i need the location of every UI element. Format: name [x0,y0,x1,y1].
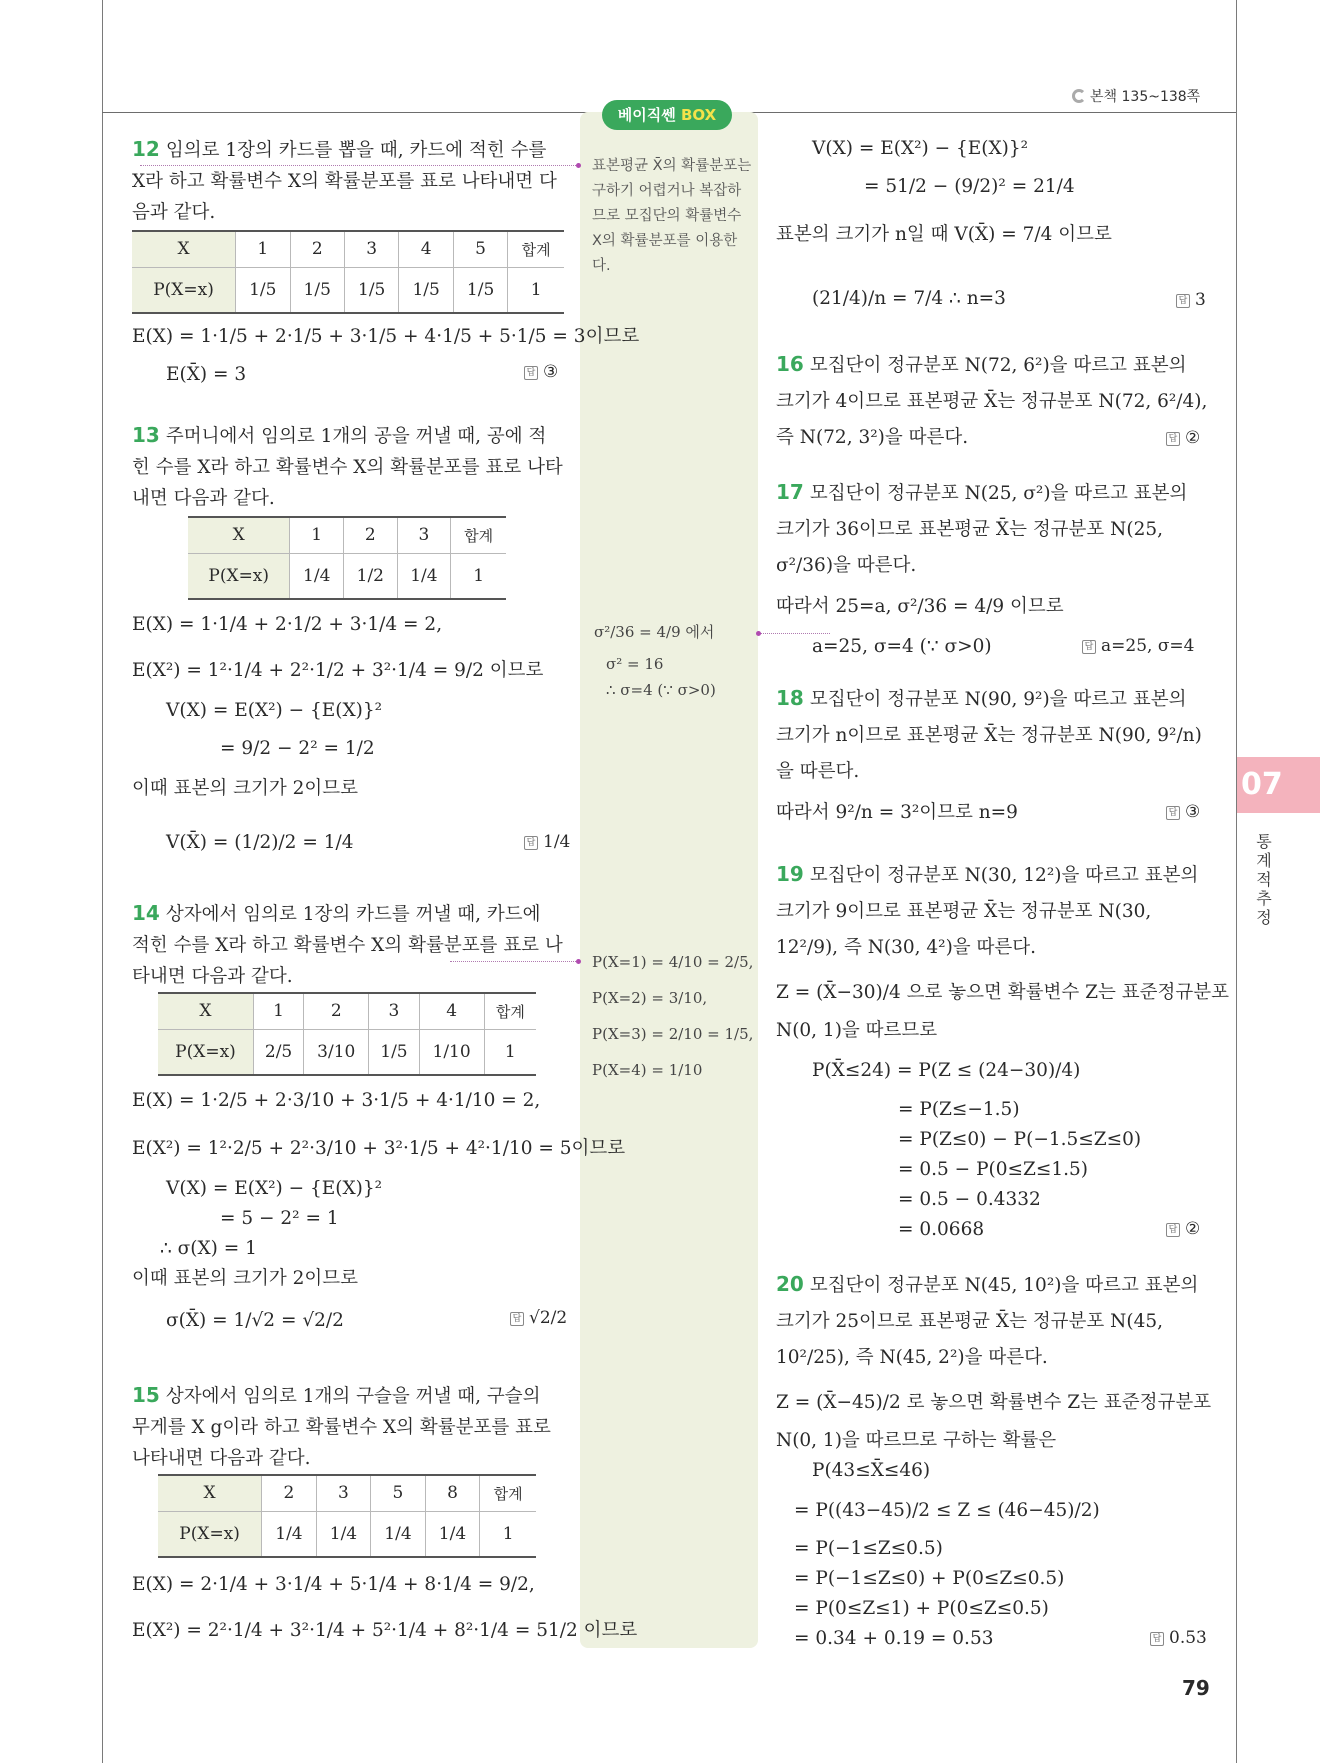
box-note-prob-1: P(X=1) = 4/10 = 2/5, [592,953,754,971]
table-cell: 4 [399,231,453,267]
table-cell: 2 [344,517,398,553]
problem-text: 모집단이 정규분포 N(72, 6²)을 따르고 표본의 크기가 4이므로 표본평균 X̄는 정규분포 N(72, 6²/4), 즉 N(72, 3²)을 따른다. [776,355,1208,448]
solution-line: = 0.34 + 0.19 = 0.53 [794,1628,994,1649]
left-margin-line [102,0,103,1763]
problem-20 [776,1266,1208,1376]
answer-icon: 답 [524,366,538,380]
solution-line: = 5 − 2² = 1 [220,1208,339,1229]
distribution-table-13 [188,516,506,600]
table-cell: 합계 [508,231,564,267]
problem-17 [776,474,1208,584]
table-cell: 1/4 [371,1511,426,1557]
table-cell: 1 [480,1511,536,1557]
table-cell: 1/5 [399,267,453,313]
problem-text: 모집단이 정규분포 N(25, σ²)을 따르고 표본의 크기가 36이므로 표본평균 X̄는 정규분포 N(25, σ²/36)을 따른다. [776,483,1188,576]
answer-icon: 답 [1166,432,1180,446]
table-cell: 1 [290,517,344,553]
reference-icon [1072,89,1086,103]
solution-line: = P(−1≤Z≤0.5) [794,1538,943,1559]
solution-line: P(43≤X̄≤46) [812,1460,931,1481]
answer-20: 답 0.53 [1150,1628,1207,1648]
table-cell: P(X=x) [188,553,290,599]
problem-number: 18 [776,686,804,710]
chapter-name: 통계적 추정 [1256,832,1272,927]
table-cell: 1/5 [369,1029,419,1075]
problem-12 [132,134,564,228]
solution-line: V(X) = E(X²) − {E(X)}² [166,700,383,721]
solution-line: N(0, 1)을 따르므로 구하는 확률은 [776,1430,1057,1451]
problem-16 [776,346,1208,456]
table-cell: 1 [236,231,290,267]
table-cell: X [158,1475,262,1511]
answer-icon: 답 [510,1312,524,1326]
answer-icon: 답 [1166,1223,1180,1237]
table-cell: X [132,231,236,267]
answer-16: 답 ② [1166,428,1200,448]
solution-line: ∴ σ(X) = 1 [160,1238,257,1259]
table-cell: 3 [344,231,398,267]
answer-icon: 답 [1150,1632,1164,1646]
leader-dot-12 [576,163,581,168]
problem-14 [132,898,564,992]
table-cell: 3 [369,993,419,1029]
solution-line: = 0.5 − P(0≤Z≤1.5) [898,1159,1088,1180]
solution-line: Z = (X̄−45)/2 로 놓으면 확률변수 Z는 표준정규분포 [776,1392,1212,1413]
solution-line: E(X²) = 1²·2/5 + 2²·3/10 + 3²·1/5 + 4²·1/10 = 5이므로 [132,1138,626,1159]
basic-box-title: 베이직쎈 BOX [602,100,732,130]
solution-line: 표본의 크기가 n일 때 V(X̄) = 7/4 이므로 [776,224,1112,245]
problem-18 [776,680,1208,790]
box-note-sigma-3: ∴ σ=4 (∵ σ>0) [606,681,716,699]
table-cell: 1/5 [344,267,398,313]
problem-19 [776,856,1208,966]
answer-15: 답 3 [1176,290,1206,310]
box-note-prob-4: P(X=4) = 1/10 [592,1061,703,1079]
table-cell: X [158,993,253,1029]
problem-number: 20 [776,1272,804,1296]
table-cell: 8 [425,1475,480,1511]
solution-line: = 0.5 − 0.4332 [898,1189,1041,1210]
problem-13 [132,420,564,514]
table-cell: 2 [262,1475,317,1511]
table-cell: 합계 [484,993,536,1029]
table-cell: 1/4 [425,1511,480,1557]
solution-line: V(X) = E(X²) − {E(X)}² [166,1178,383,1199]
leader-dot-14 [576,959,581,964]
distribution-table-14 [158,992,536,1076]
table-cell: 1/4 [397,553,451,599]
problem-text: 모집단이 정규분포 N(30, 12²)을 따르고 표본의 크기가 9이므로 표본평균 X̄는 정규분포 N(30, 12²/9), 즉 N(30, 4²)을 따른다. [776,865,1199,958]
table-cell: 1/4 [316,1511,371,1557]
solution-line: 이때 표본의 크기가 2이므로 [132,1268,358,1289]
solution-line: = P(−1≤Z≤0) + P(0≤Z≤0.5) [794,1568,1065,1589]
answer-14: 답 √2/2 [510,1308,567,1328]
chapter-tab: 07 [1237,757,1320,813]
table-cell: 2 [304,993,369,1029]
solution-line: E(X) = 2·1/4 + 3·1/4 + 5·1/4 + 8·1/4 = 9/2, [132,1574,535,1595]
solution-line: N(0, 1)을 따르므로 [776,1020,938,1041]
solution-line: a=25, σ=4 (∵ σ>0) [812,636,992,657]
problem-number: 15 [132,1383,160,1407]
table-cell: 1/5 [290,267,344,313]
problem-text: 상자에서 임의로 1개의 구슬을 꺼낼 때, 구슬의 무게를 X g이라 하고 확률변수 X의 확률분포를 표로 나타내면 다음과 같다. [132,1386,551,1469]
box-note-sample-mean: 표본평균 X̄의 확률분포는 구하기 어렵거나 복잡하므로 모집단의 확률변수 X의 확률분포를 이용한다. [592,158,752,274]
solution-line: (21/4)/n = 7/4 ∴ n=3 [812,288,1006,309]
problem-text: 모집단이 정규분포 N(90, 9²)을 따르고 표본의 크기가 n이므로 표본평균 X̄는 정규분포 N(90, 9²/n)을 따른다. [776,689,1202,782]
answer-18: 답 ③ [1166,802,1200,822]
table-cell: 1/4 [262,1511,317,1557]
solution-line: = P(Z≤0) − P(−1.5≤Z≤0) [898,1129,1142,1150]
table-cell: 1/5 [453,267,507,313]
problem-text: 주머니에서 임의로 1개의 공을 꺼낼 때, 공에 적힌 수를 X라 하고 확률변수 X의 확률분포를 표로 나타내면 다음과 같다. [132,426,563,509]
problem-number: 16 [776,352,804,376]
solution-line: 따라서 9²/n = 3²이므로 n=9 [776,802,1018,823]
answer-icon: 답 [1082,640,1096,654]
table-cell: 1/4 [290,553,344,599]
table-cell: P(X=x) [158,1029,253,1075]
solution-line: E(X) = 1·1/4 + 2·1/2 + 3·1/4 = 2, [132,614,443,635]
answer-icon: 답 [1166,806,1180,820]
table-cell: 5 [453,231,507,267]
table-cell: 1 [508,267,564,313]
solution-line: E(X) = 1·1/5 + 2·1/5 + 3·1/5 + 4·1/5 + 5·1/5 = 3이므로 [132,326,640,347]
problem-number: 17 [776,480,804,504]
table-cell: 2 [290,231,344,267]
solution-line: E(X²) = 1²·1/4 + 2²·1/2 + 3²·1/4 = 9/2 이므로 [132,660,544,681]
solution-line: = 0.0668 [898,1219,985,1240]
table-cell: 4 [419,993,484,1029]
problem-number: 14 [132,901,160,925]
table-cell: 3 [397,517,451,553]
solution-line: σ(X̄) = 1/√2 = √2/2 [166,1310,344,1331]
box-note-sigma-1: σ²/36 = 4/9 에서 [594,623,715,641]
problem-15 [132,1380,564,1474]
problem-number: 13 [132,423,160,447]
problem-text: 임의로 1장의 카드를 뽑을 때, 카드에 적힌 수를 X라 하고 확률변수 X의 확률분포를 표로 나타내면 다음과 같다. [132,140,557,223]
table-cell: 2/5 [253,1029,303,1075]
solution-line: = P(Z≤−1.5) [898,1099,1020,1120]
table-cell: 1/5 [236,267,290,313]
page-number: 79 [1182,1676,1210,1700]
box-note-prob-3: P(X=3) = 2/10 = 1/5, [592,1025,754,1043]
table-cell: 1 [451,553,506,599]
solution-line: V(X̄) = (1/2)/2 = 1/4 [166,832,354,853]
solution-line: V(X) = E(X²) − {E(X)}² [812,138,1029,159]
solution-line: 이때 표본의 크기가 2이므로 [132,778,358,799]
solution-line: Z = (X̄−30)/4 으로 놓으면 확률변수 Z는 표준정규분포 [776,982,1229,1003]
problem-number: 12 [132,137,160,161]
problem-text: 상자에서 임의로 1장의 카드를 꺼낼 때, 카드에 적힌 수를 X라 하고 확률변수 X의 확률분포를 표로 나타내면 다음과 같다. [132,904,563,987]
answer-19: 답 ② [1166,1219,1200,1239]
table-cell: P(X=x) [158,1511,262,1557]
distribution-table-12 [132,230,564,314]
problem-text: 모집단이 정규분포 N(45, 10²)을 따르고 표본의 크기가 25이므로 표본평균 X̄는 정규분포 N(45, 10²/25), 즉 N(45, 2²)을 따른다. [776,1275,1199,1368]
answer-icon: 답 [1176,294,1190,308]
table-cell: 3/10 [304,1029,369,1075]
answer-17: 답 a=25, σ=4 [1082,636,1194,656]
page-reference: 본책 135~138쪽 [1072,86,1200,106]
solution-line: E(X̄) = 3 [166,364,247,385]
solution-line: = 9/2 − 2² = 1/2 [220,738,375,759]
table-cell: X [188,517,290,553]
table-cell: 1 [253,993,303,1029]
table-cell: 1 [484,1029,536,1075]
table-cell: 5 [371,1475,426,1511]
problem-number: 19 [776,862,804,886]
box-note-prob-2: P(X=2) = 3/10, [592,989,708,1007]
right-margin-line [1236,0,1237,1763]
table-cell: 합계 [451,517,506,553]
table-cell: 합계 [480,1475,536,1511]
answer-icon: 답 [524,836,538,850]
box-note-sigma-2: σ² = 16 [606,655,664,673]
answer-13: 답 1/4 [524,832,570,852]
solution-line: P(X̄≤24) = P(Z ≤ (24−30)/4) [812,1060,1081,1081]
solution-line: = P((43−45)/2 ≤ Z ≤ (46−45)/2) [794,1500,1100,1521]
table-cell: 1/2 [344,553,398,599]
solution-line: = P(0≤Z≤1) + P(0≤Z≤0.5) [794,1598,1049,1619]
solution-line: 따라서 25=a, σ²/36 = 4/9 이므로 [776,596,1064,617]
solution-line: E(X²) = 2²·1/4 + 3²·1/4 + 5²·1/4 + 8²·1/4 = 51/2 이므로 [132,1620,638,1641]
distribution-table-15 [158,1474,536,1558]
solution-line: = 51/2 − (9/2)² = 21/4 [864,176,1075,197]
table-cell: 1/10 [419,1029,484,1075]
table-cell: 3 [316,1475,371,1511]
table-cell: P(X=x) [132,267,236,313]
solution-line: E(X) = 1·2/5 + 2·3/10 + 3·1/5 + 4·1/10 = 2, [132,1090,541,1111]
answer-12: 답 ③ [524,362,558,382]
leader-dot-17 [756,631,761,636]
